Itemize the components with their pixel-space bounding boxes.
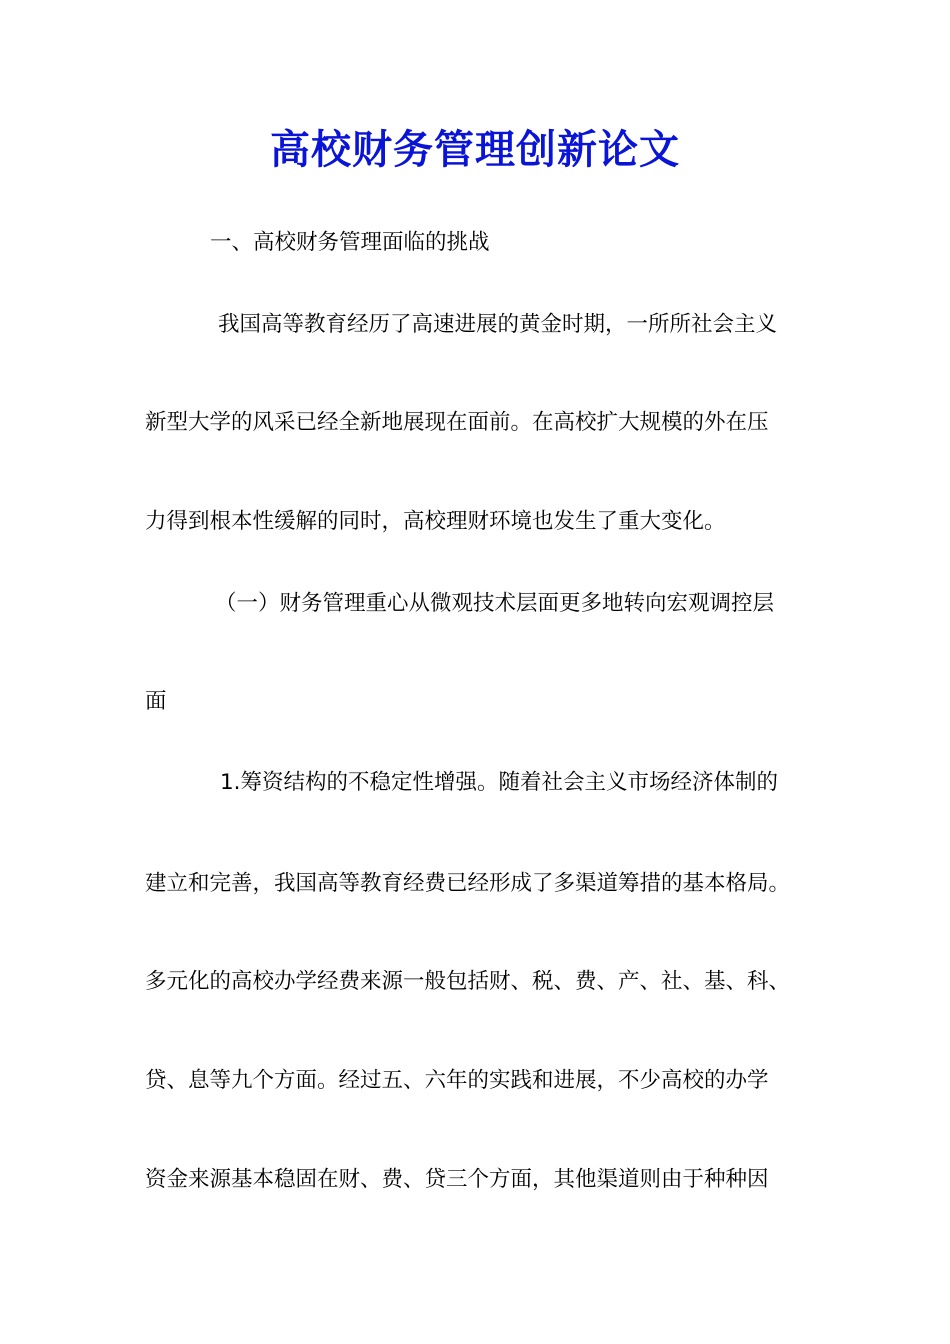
paragraph-line: 建立和完善，我国高等教育经费已经形成了多渠道筹措的基本格局。 [145, 871, 791, 896]
subsection-heading: （一）财务管理重心从微观技术层面更多地转向宏观调控层 [215, 591, 775, 616]
paragraph-line: 新型大学的风采已经全新地展现在面前。在高校扩大规模的外在压 [145, 410, 769, 435]
paragraph-line: 我国高等教育经历了高速进展的黄金时期，一所所社会主义 [218, 312, 778, 337]
paragraph-line: 贷、息等九个方面。经过五、六年的实践和进展，不少高校的办学 [145, 1068, 769, 1093]
paragraph-line: 多元化的高校办学经费来源一般包括财、税、费、产、社、基、科、 [145, 969, 791, 994]
subsection-heading-continued: 面 [145, 689, 167, 714]
section-heading: 一、高校财务管理面临的挑战 [210, 230, 490, 255]
document-title: 高校财务管理创新论文 [270, 126, 680, 173]
paragraph-line: 力得到根本性缓解的同时，高校理财环境也发生了重大变化。 [145, 509, 726, 534]
paragraph-line: 资金来源基本稳固在财、费、贷三个方面，其他渠道则由于种种因 [145, 1167, 769, 1192]
paragraph-line: 1.筹资结构的不稳定性增强。随着社会主义市场经济体制的 [220, 770, 779, 795]
